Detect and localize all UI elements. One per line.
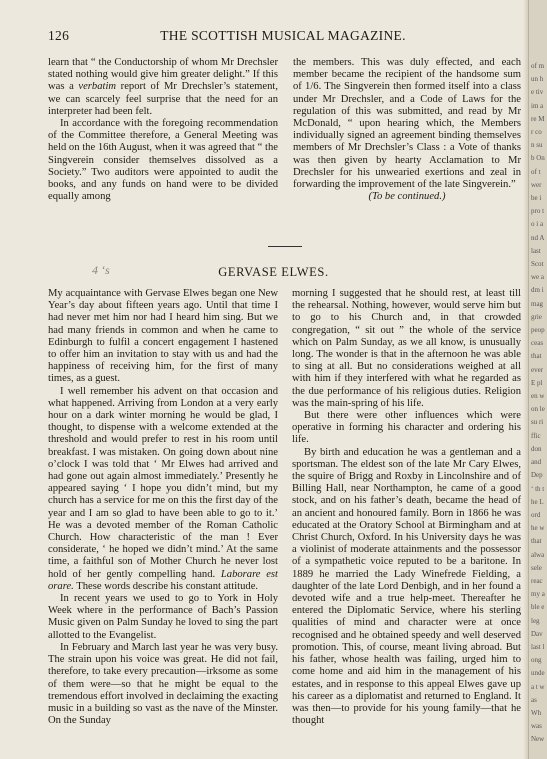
paragraph: In recent years we used to go to York in Holy Week where in the performance of Bach’s Passion Music given on Palm Sunday he loved to sing the part allotted to the Evangelist. [48,593,278,641]
paragraph: morning I suggested that he should rest, at least till the rehearsal. Nothing, however, would serve him but to go to his Church and, in that crowded congregation, “ sit out ” the whole of the service which on Palm Sunday, as we all know, is unusually long. The wonder is that in the afternoon he was able to sing at all. But no considerations weighed at all with him if they interfered with what he regarded as the due performance of his religious duties. Religion was the main-spring of his life. [292,288,521,409]
paragraph: My acquaintance with Gervase Elwes began one New Year’s day about fifteen years ago. Until that time I had never met him nor had I heard him sing. But we had many friends in common and when he came to Edinburgh to fulfil a concert engagement I hastened to offer him an invitation to stay with us and had the happiness of receiving him, for the first of many times, as a guest. [48,288,278,385]
bottom-left-column [48,288,278,727]
page-number: 126 [48,28,70,43]
pencil-mark: 4 ‘s [92,263,110,277]
paragraph: learn that “ the Conductorship of whom Mr Drechsler stated nothing would give him greater delight.” If this was a verbatim report of Mr Drechsler’s statement, we can scarcely feel surprise that the need for an interpreter had been felt. [48,57,279,117]
facing-page-fragments: of m un he tiv im are Mr con sub On of t wer be i pro to i and A last Scot we adm imag grie peop ceas that ever E plen won lesu riffic don and Dep ‘ th the Lord he w that alwa sele reac my able eleg Dav last long unde a t was Wh was New [531,62,545,744]
to-be-continued: (To be continued.) [368,191,446,203]
article-title: GERVASE ELWES. [218,265,329,279]
paragraph: In February and March last year he was very busy. The strain upon his voice was great. He did not fail, therefore, to take every precaution—irksome as some of them were—so that he might be equal to the tremendous effort involved in declaiming the exacting music in a building so vast as the nave of the Minster. On the Sunday [48,641,278,727]
paragraph: In accordance with the foregoing recommendation of the Committee therefore, a General Meeting was held on the 16th August, when it was agreed that “ the Singverein consider themselves dissolved as a Society.” Two auditors were appointed to audit the books, and any funds on hand were to be divided equally among [48,118,278,203]
paragraph: By birth and education he was a gentleman and a sportsman. The eldest son of the late Mr Cary Elwes, the squire of Brigg and Roxby in Lincolnshire and of Billing Hall, near Northampton, he came of a good stock, and on his father’s death, became the head of an ancient and honoured family. Born in 1866 he was educated at the Oratory School at Birmingham and at Christ Church, Oxford. In his University days he was a violinist of moderate attainments and the possessor of a sympathetic voice reputed to be a baritone. In 1889 he married the Lady Winefrede Fielding, a daughter of the late Lord Denbigh, and in her found a devoted wife and a true help-meet. Thereafter he entered the Diplomatic Service, where his sterling qualities of mind and character were at once recognised and he obtained speedy and well deserved promotion. This, of course, meant living abroad. But his father, whose health was failing, urged him to come home and aid him in the management of his estates, and in response to this appeal Elwes gave up his career as a diplomatist and returned to England. It was then—to provide for his young family—that he thought [292,446,521,727]
paragraph: the members. This was duly effected, and each member became the recipient of the handsome sum of 1/6. The Singverein then formed itself into a class under Mr Drechsler, and a Code of Laws for the regulation of this was submitted, and read by Mr McDonald, “ upon hearing which, the Members individually signed an agreement binding themselves members of Mr Drechsler’s Class : a Vote of thanks was then given by hearty Acclamation to Mr Drechsler for his unwearied exertions and zeal in forwarding the improvement of the late Singverein.” [293,57,521,191]
paragraph: But there were other influences which were operative in forming his character and ordering his life. [292,410,521,446]
section-divider [268,246,302,247]
bottom-right-column [292,288,521,727]
page-header [48,28,518,48]
top-left-column [48,57,278,203]
top-right-column [293,57,521,203]
journal-title: THE SCOTTISH MUSICAL MAGAZINE. [160,28,406,43]
facing-page-edge [528,0,547,759]
paragraph: I well remember his advent on that occasion and what happened. Arriving from London at a very early hour on a dark winter morning he would be glad, I thought, to dispense with a welcome extended at the threshold and would prefer to rest in his room until breakfast. I was mistaken. On going down about nine o’clock I was told that ‘ Mr Elwes had arrived and had gone out again almost immediately.’ Presently he appeared saying ‘ I hope you didn’t mind, but my church has a service for me on this the first day of the year and I am so glad to have been able to go to it.’ He was a devoted member of the Roman Catholic Church. How characteristic of the man ! Ever considerate, ‘ he hoped we didn’t mind.’ At the same time, a faithful son of Mother Church he never lost hold of her gently compelling hand. Laborare est orare. These words describe his constant attitude. [48,385,278,592]
